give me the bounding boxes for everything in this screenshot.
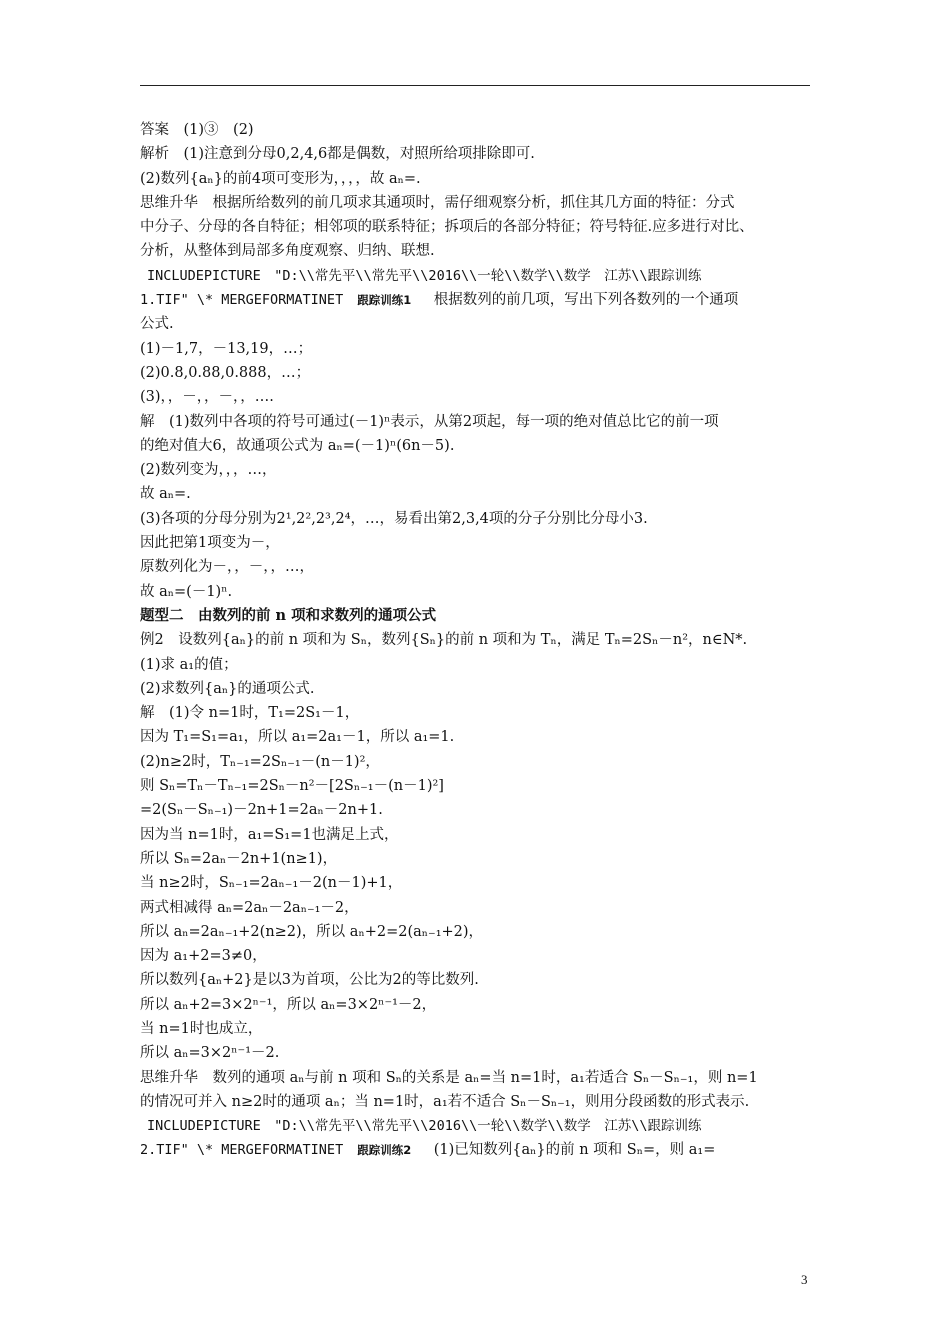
text-line bbox=[140, 555, 810, 579]
line-text: INCLUDEPICTURE "D:\\常先平\\常先平\\2016\\一轮\\数学\\数学 江苏\\跟踪训练 bbox=[147, 267, 702, 284]
line-text: 公式. bbox=[140, 316, 174, 333]
text-line bbox=[140, 798, 810, 822]
text-line bbox=[140, 1066, 810, 1090]
text-line bbox=[140, 167, 810, 191]
text-line bbox=[140, 385, 810, 409]
line-text: 分析，从整体到局部多角度观察、归纳、联想. bbox=[140, 243, 435, 260]
text-line bbox=[140, 288, 810, 312]
text-line bbox=[140, 337, 810, 361]
line-text: 思维升华 根据所给数列的前几项求其通项时，需仔细观察分析，抓住其几方面的特征：分式 bbox=[140, 194, 735, 211]
text-line bbox=[140, 142, 810, 166]
text-line bbox=[140, 410, 810, 434]
line-text: (3)各项的分母分别为2¹,2²,2³,2⁴，…，易看出第2,3,4项的分子分别比分母小3. bbox=[140, 510, 648, 527]
line-text: (2)数列{aₙ}的前4项可变形为，，，，故 aₙ=. bbox=[140, 170, 421, 187]
line-text: 故 aₙ=(－1)ⁿ. bbox=[140, 583, 233, 600]
text-line bbox=[140, 628, 810, 652]
line-text: (2)n≥2时，Tₙ₋₁=2Sₙ₋₁－(n－1)²， bbox=[140, 753, 380, 770]
line-text: 两式相减得 aₙ=2aₙ－2aₙ₋₁－2， bbox=[140, 899, 359, 916]
text-line bbox=[140, 264, 810, 288]
text-line bbox=[140, 920, 810, 944]
text-line bbox=[140, 458, 810, 482]
line-text: 原数列化为－，，－，，…， bbox=[140, 559, 314, 576]
line-tail-text: 根据数列的前几项，写出下列各数列的一个通项 bbox=[419, 292, 739, 309]
line-text: 答案 (1)③ (2) bbox=[140, 122, 254, 138]
line-tail-text: (1)已知数列{aₙ}的前 n 项和 Sₙ=，则 a₁= bbox=[419, 1142, 716, 1159]
line-text: 因为当 n=1时，a₁=S₁=1也满足上式， bbox=[140, 826, 399, 843]
line-text: (2)数列变为，，，…， bbox=[140, 462, 277, 479]
line-text: 当 n≥2时，Sₙ₋₁=2aₙ₋₁－2(n－1)+1， bbox=[140, 875, 403, 892]
line-text: (2)0.8,0.88,0.888，…； bbox=[140, 364, 311, 381]
text-line bbox=[140, 118, 810, 142]
line-text: (1)求 a₁的值； bbox=[140, 656, 238, 673]
text-line bbox=[140, 944, 810, 968]
line-text: (1)－1,7，－13,19，…； bbox=[140, 340, 313, 357]
header-rule bbox=[140, 85, 810, 86]
line-text: 因为 T₁=S₁=a₁，所以 a₁=2a₁－1，所以 a₁=1. bbox=[140, 729, 455, 746]
text-line bbox=[140, 239, 810, 263]
text-line bbox=[140, 531, 810, 555]
line-text: 所以 aₙ=2aₙ₋₁+2(n≥2)，所以 aₙ+2=2(aₙ₋₁+2)， bbox=[140, 923, 484, 940]
line-text: INCLUDEPICTURE "D:\\常先平\\常先平\\2016\\一轮\\数学\\数学 江苏\\跟踪训练 bbox=[147, 1118, 702, 1135]
text-line bbox=[140, 1090, 810, 1114]
text-line bbox=[140, 1041, 810, 1065]
text-line bbox=[140, 774, 810, 798]
line-text: 的绝对值大6，故通项公式为 aₙ=(－1)ⁿ(6n－5). bbox=[140, 437, 455, 454]
line-text: 解析 (1)注意到分母0,2,4,6都是偶数，对照所给项排除即可. bbox=[140, 146, 535, 163]
line-text: 题型二 由数列的前 n 项和求数列的通项公式 bbox=[140, 606, 437, 624]
line-text: 解 (1)数列中各项的符号可通过(－1)ⁿ表示，从第2项起，每一项的绝对值总比它的前一项 bbox=[140, 413, 719, 430]
line-text: (2)求数列{aₙ}的通项公式. bbox=[140, 680, 315, 697]
page-number: 3 bbox=[801, 1272, 808, 1287]
line-text: 例2 设数列{aₙ}的前 n 项和为 Sₙ，数列{Sₙ}的前 n 项和为 Tₙ，满足 Tₙ=2Sₙ－n²，n∈N*. bbox=[140, 632, 748, 649]
text-line bbox=[140, 361, 810, 385]
line-text: 中分子、分母的各自特征；相邻项的联系特征；拆项后的各部分特征；符号特征.应多进行对比、 bbox=[140, 219, 754, 236]
line-text: 因此把第1项变为－， bbox=[140, 535, 280, 552]
line-text: 因为 a₁+2=3≠0， bbox=[140, 948, 267, 965]
line-text: 所以数列{aₙ+2}是以3为首项，公比为2的等比数列. bbox=[140, 972, 479, 989]
line-text: 的情况可并入 n≥2时的通项 aₙ；当 n=1时，a₁若不适合 Sₙ－Sₙ₋₁，则用分段函数的形式表示. bbox=[140, 1093, 750, 1110]
text-line bbox=[140, 968, 810, 992]
line-text: 解 (1)令 n=1时，T₁=2S₁－1， bbox=[140, 705, 360, 722]
text-line bbox=[140, 1138, 810, 1162]
practice-label: 跟踪训练1 bbox=[357, 293, 412, 308]
practice-label: 跟踪训练2 bbox=[357, 1143, 412, 1158]
line-text: =2(Sₙ－Sₙ₋₁)－2n+1=2aₙ－2n+1. bbox=[140, 802, 383, 819]
line-text: 2.TIF" \* MERGEFORMATINET bbox=[140, 1142, 344, 1159]
text-line bbox=[140, 1017, 810, 1041]
text-line bbox=[140, 847, 810, 871]
text-line bbox=[140, 507, 810, 531]
text-line bbox=[140, 896, 810, 920]
text-line bbox=[140, 580, 810, 604]
text-line bbox=[140, 823, 810, 847]
line-text: 故 aₙ=. bbox=[140, 486, 191, 503]
line-text: 思维升华 数列的通项 aₙ与前 n 项和 Sₙ的关系是 aₙ=当 n=1时，a₁若适合 Sₙ－Sₙ₋₁，则 n=1 bbox=[140, 1069, 758, 1086]
line-text: 当 n=1时也成立， bbox=[140, 1020, 263, 1037]
text-line bbox=[140, 312, 810, 336]
line-text: (3)，，－，，－，，…. bbox=[140, 389, 274, 406]
text-line bbox=[140, 1114, 810, 1138]
line-text: 所以 aₙ+2=3×2ⁿ⁻¹，所以 aₙ=3×2ⁿ⁻¹－2， bbox=[140, 996, 437, 1013]
text-line bbox=[140, 434, 810, 458]
text-line bbox=[140, 653, 810, 677]
text-line bbox=[140, 677, 810, 701]
text-line bbox=[140, 725, 810, 749]
text-line bbox=[140, 701, 810, 725]
document-body bbox=[140, 118, 810, 1163]
line-text: 所以 aₙ=3×2ⁿ⁻¹－2. bbox=[140, 1045, 280, 1062]
text-line bbox=[140, 750, 810, 774]
line-text: 1.TIF" \* MERGEFORMATINET bbox=[140, 292, 344, 309]
text-line bbox=[140, 482, 810, 506]
text-line bbox=[140, 215, 810, 239]
text-line bbox=[140, 604, 810, 628]
line-text: 所以 Sₙ=2aₙ－2n+1(n≥1)， bbox=[140, 850, 338, 867]
text-line bbox=[140, 993, 810, 1017]
text-line bbox=[140, 871, 810, 895]
text-line bbox=[140, 191, 810, 215]
line-text: 则 Sₙ=Tₙ－Tₙ₋₁=2Sₙ－n²－[2Sₙ₋₁－(n－1)²] bbox=[140, 778, 444, 795]
